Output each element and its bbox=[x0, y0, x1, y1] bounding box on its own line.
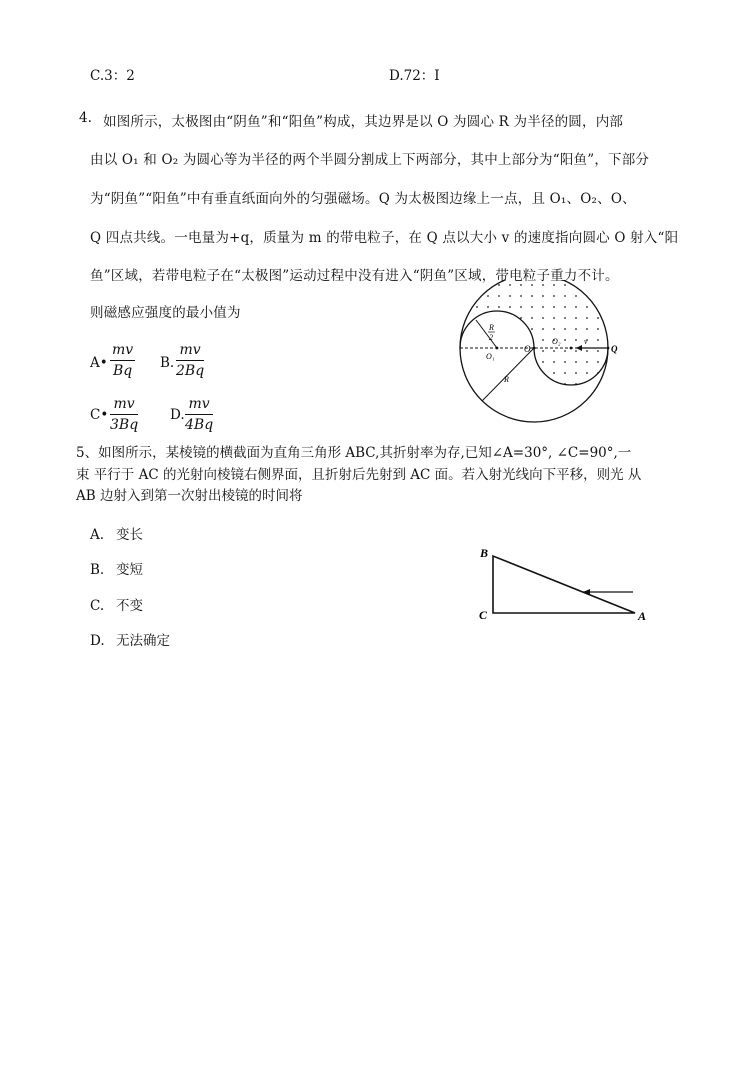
label-a: A bbox=[638, 609, 647, 623]
q4-line-5: 鱼”区域，若带电粒子在“太极图”运动过程中没有进入“阴鱼”区域，带电粒子重力不计。 bbox=[90, 268, 619, 284]
option-key: A. bbox=[90, 527, 105, 543]
option-text: 变长 bbox=[116, 527, 143, 543]
q5-option-b bbox=[90, 558, 143, 578]
fraction-numerator: mv bbox=[176, 342, 204, 361]
option-key: C. bbox=[90, 598, 105, 614]
q4-option-d-key: D. bbox=[170, 407, 185, 423]
q4-option-b-fraction bbox=[176, 342, 204, 379]
fraction-numerator: mv bbox=[185, 396, 213, 415]
q4-option-c-key: C• bbox=[90, 407, 109, 423]
fraction-denominator: 4Bq bbox=[185, 417, 214, 433]
option-key: B. bbox=[90, 562, 105, 578]
label-r: R bbox=[504, 375, 509, 384]
q4-option-a-fraction bbox=[110, 342, 135, 379]
q5-line-2: 束 平行于 AC 的光射向棱镜右侧界面，且折射后先射到 AC 面。若入射光线向下平移，则光 从 bbox=[76, 467, 642, 483]
label-q: Q bbox=[611, 344, 618, 354]
q4-line-1: 如图所示，太极图由“阴鱼”和“阳鱼”构成，其边界是以 O 为圆心 R 为半径的圆，内部 bbox=[103, 114, 624, 130]
q4-stem-end: 则磁感应强度的最小值为 bbox=[90, 305, 241, 321]
fraction-numerator: mv bbox=[110, 342, 135, 361]
label-r-half-num: R bbox=[489, 323, 494, 332]
q4-line-3: 为“阴鱼”“阳鱼”中有垂直纸面向外的匀强磁场。Q 为太极图边缘上一点，且 O₁、O₂、O、 bbox=[90, 191, 636, 207]
q4-line-2: 由以 O₁ 和 O₂ 为圆心等为半径的两个半圆分割成上下两部分，其中上部分为“阳鱼”，下部分 bbox=[90, 152, 650, 168]
fraction-denominator: Bq bbox=[112, 363, 133, 379]
fraction-denominator: 3Bq bbox=[110, 417, 139, 433]
fraction-numerator: mv bbox=[110, 396, 138, 415]
option-key: D. bbox=[90, 633, 105, 649]
label-c: C bbox=[479, 608, 488, 622]
q5-option-c bbox=[90, 594, 143, 614]
q4-line-4: Q 四点共线。一电量为+q，质量为 m 的带电粒子，在 Q 点以大小 v 的速度指向圆心 O 射入“阳 bbox=[90, 230, 679, 246]
q5-line-1: 5、如图所示，某棱镜的横截面为直角三角形 ABC,其折射率为存,已知∠A=30°, ∠C=90°,一 bbox=[76, 445, 632, 461]
q5-option-a bbox=[90, 523, 143, 543]
q4-option-c-fraction bbox=[110, 396, 138, 433]
taiji-figure bbox=[450, 280, 620, 430]
prev-option-d: D.72：I bbox=[389, 68, 440, 84]
fraction-denominator: 2Bq bbox=[176, 363, 205, 379]
label-v: v bbox=[584, 337, 588, 346]
q4-option-d-fraction bbox=[185, 396, 213, 433]
option-text: 不变 bbox=[116, 598, 143, 614]
label-r-half-den: 2 bbox=[489, 333, 493, 342]
label-o2: O₂ bbox=[552, 337, 561, 346]
label-o: O bbox=[524, 344, 531, 354]
q4-number: 4. bbox=[79, 110, 92, 126]
option-text: 无法确定 bbox=[116, 633, 170, 649]
q4-option-b-key: B. bbox=[160, 355, 175, 371]
prism-triangle bbox=[493, 556, 635, 613]
label-b: B bbox=[480, 546, 489, 560]
q5-option-d bbox=[90, 629, 170, 649]
q4-option-a-key: A• bbox=[90, 355, 108, 371]
q5-line-3: AB 边射入到第一次射出棱镜的时间将 bbox=[76, 488, 303, 504]
label-o1: O₁ bbox=[486, 352, 495, 361]
prism-figure bbox=[475, 540, 655, 630]
option-text: 变短 bbox=[116, 562, 143, 578]
prev-option-c: C.3：2 bbox=[90, 68, 135, 84]
